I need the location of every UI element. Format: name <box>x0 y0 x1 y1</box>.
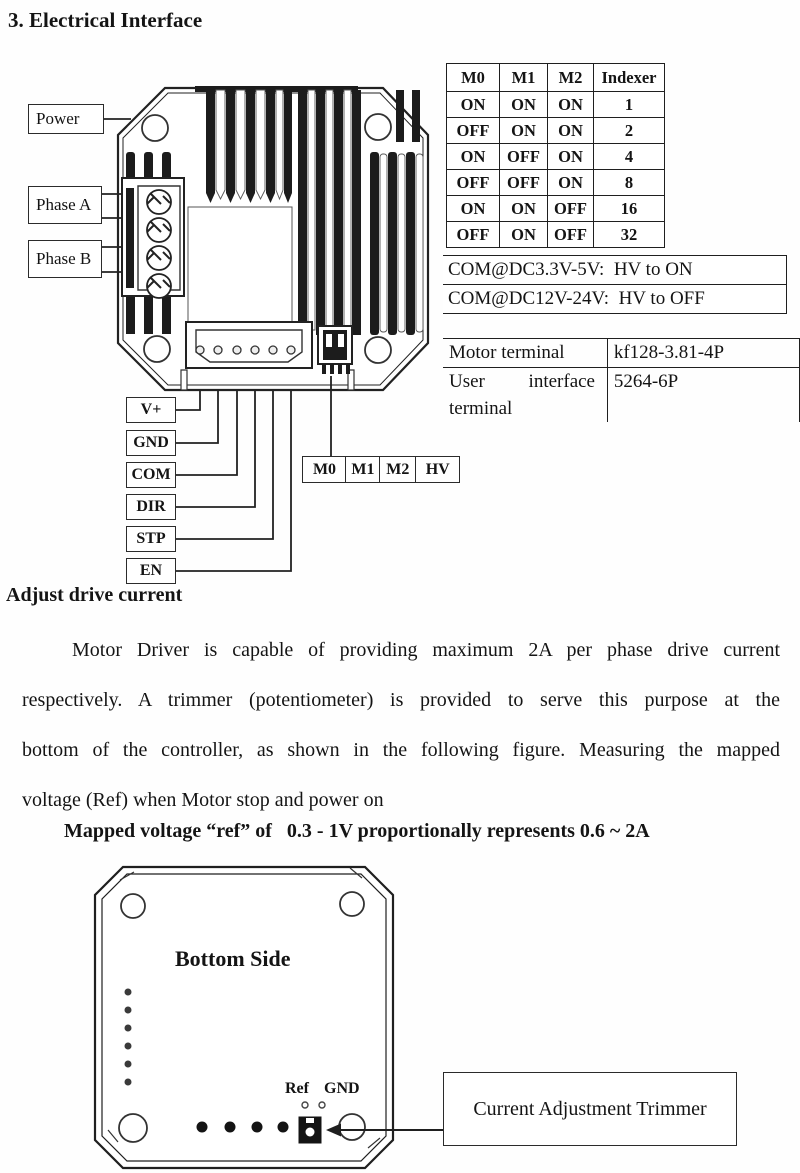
trimmer-callout-label: Current Adjustment Trimmer <box>473 1097 707 1120</box>
indexer-header-m1: M1 <box>500 64 548 92</box>
phase-b-callout <box>28 240 102 278</box>
cell: OFF <box>447 170 500 196</box>
indexer-row <box>447 118 665 144</box>
indexer-header-m0: M0 <box>447 64 500 92</box>
current-trimmer <box>299 1117 321 1143</box>
terminal-table <box>443 338 800 422</box>
paragraph-line: voltage (Ref) when Motor stop and power on <box>22 789 384 811</box>
cell: 1 <box>594 92 665 118</box>
mode-pin-strip <box>302 456 460 483</box>
indexer-row <box>447 222 665 248</box>
cell: ON <box>500 118 548 144</box>
bottom-side-label: Bottom Side <box>175 946 291 971</box>
cell: OFF <box>447 222 500 248</box>
cell: ON <box>447 144 500 170</box>
mode-cell-m2: M2 <box>379 456 417 483</box>
cell: 16 <box>594 196 665 222</box>
wire-dir <box>176 390 255 507</box>
indexer-header-indexer: Indexer <box>594 64 665 92</box>
pin-box-gnd: GND <box>126 430 176 456</box>
mode-cell-m0: M0 <box>302 456 347 483</box>
cell: ON <box>500 196 548 222</box>
pcb-area <box>188 207 292 332</box>
cell: 32 <box>594 222 665 248</box>
body-paragraph <box>22 628 780 828</box>
subsection-heading: Adjust drive current <box>6 584 183 606</box>
ref-pad-label: Ref <box>285 1080 309 1097</box>
wire-gnd <box>176 390 218 443</box>
com-row-2: COM@DC12V-24V: HV to OFF <box>443 284 786 314</box>
wire-com <box>176 390 237 475</box>
pin-box-vplus: V+ <box>126 397 176 423</box>
phase-a-callout <box>28 186 102 224</box>
ref-voltage-caption: Mapped voltage “ref” of 0.3 - 1V proportionally represents 0.6 ~ 2A <box>64 820 650 842</box>
cell: ON <box>548 118 594 144</box>
cell: ON <box>447 92 500 118</box>
cell: 2 <box>594 118 665 144</box>
com-voltage-table <box>443 255 787 314</box>
cell: ON <box>500 222 548 248</box>
cell: ON <box>548 92 594 118</box>
terminal-row <box>443 339 800 368</box>
cell: 8 <box>594 170 665 196</box>
power-label: Power <box>36 109 80 128</box>
phase-a-label: Phase A <box>36 195 92 214</box>
wire-stp <box>176 390 273 539</box>
indexer-row <box>447 196 665 222</box>
indexer-row <box>447 144 665 170</box>
cell: Motor terminal <box>443 339 607 368</box>
indexer-header-row <box>447 64 665 92</box>
cell: OFF <box>548 196 594 222</box>
cell: kf128-3.81-4P <box>607 339 799 368</box>
gnd-pad-label: GND <box>324 1080 360 1097</box>
cell: ON <box>548 170 594 196</box>
com-row-1: COM@DC3.3V-5V: HV to ON <box>443 255 786 284</box>
paragraph-line: respectively. A trimmer (potentiometer) is provided to serve this purpose at the <box>22 689 780 711</box>
section-title: 3. Electrical Interface <box>8 8 203 32</box>
indexer-row <box>447 170 665 196</box>
cell-text: User interface terminal <box>449 371 595 419</box>
cell: ON <box>500 92 548 118</box>
mode-cell-hv: HV <box>415 456 460 483</box>
driver-top-view-figure <box>0 80 460 580</box>
paragraph-line: bottom of the controller, as shown in the following figure. Measuring the mapped <box>22 739 780 761</box>
cell: 5264-6P <box>607 368 799 423</box>
mode-cell-m1: M1 <box>345 456 380 483</box>
pin-box-dir: DIR <box>126 494 176 520</box>
cell: ON <box>548 144 594 170</box>
paragraph-line: Motor Driver is capable of providing maximum 2A per phase drive current <box>72 639 780 661</box>
indexer-table <box>446 63 665 248</box>
phase-b-label: Phase B <box>36 249 92 268</box>
pin-box-en: EN <box>126 558 176 584</box>
cell: ON <box>447 196 500 222</box>
cell: OFF <box>447 118 500 144</box>
indexer-row <box>447 92 665 118</box>
screw-terminal-block <box>122 178 184 298</box>
indexer-header-m2: M2 <box>548 64 594 92</box>
cell: 4 <box>594 144 665 170</box>
pin-box-stp: STP <box>126 526 176 552</box>
trimmer-callout-box <box>443 1072 737 1146</box>
cell <box>443 368 607 423</box>
wire-vplus <box>176 390 200 410</box>
terminal-row <box>443 368 800 423</box>
cell: OFF <box>500 144 548 170</box>
cell: OFF <box>548 222 594 248</box>
pin-box-com: COM <box>126 462 176 488</box>
cell: OFF <box>500 170 548 196</box>
power-callout <box>28 104 104 134</box>
